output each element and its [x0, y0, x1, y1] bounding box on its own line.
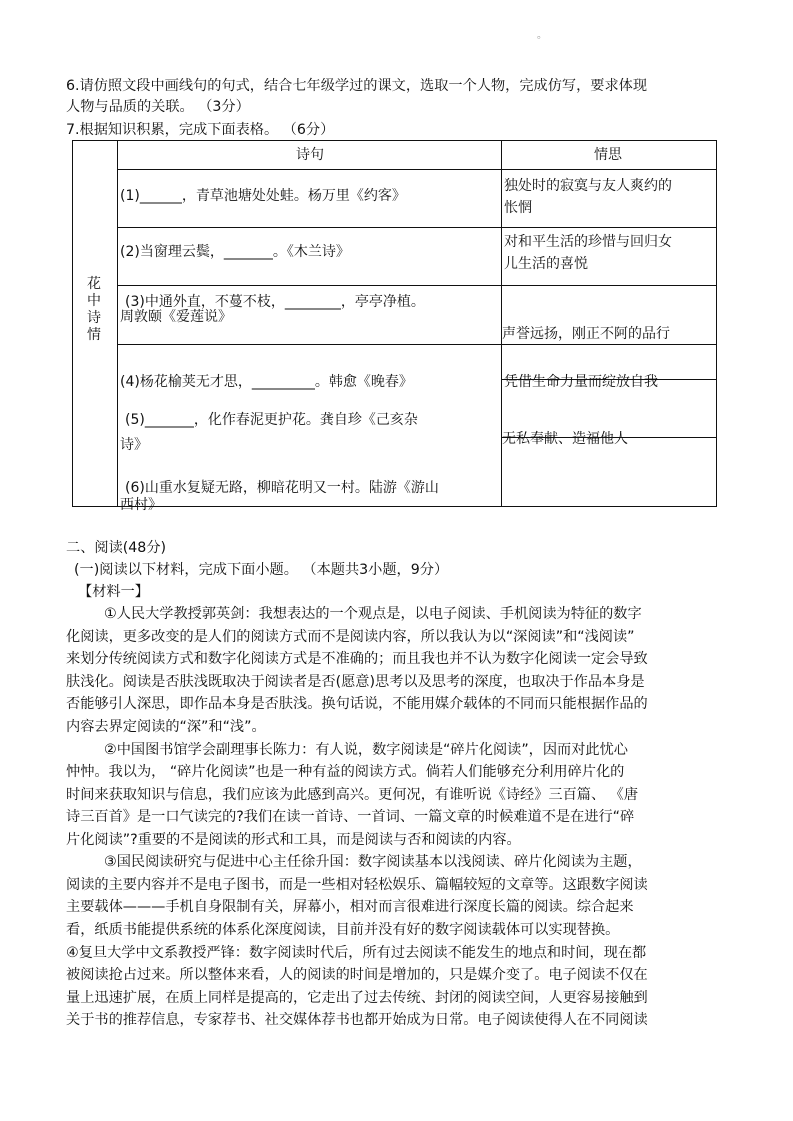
poetry-table — [72, 140, 717, 513]
q6-line-1: 6.请仿照文段中画线句的句式，结合七年级学过的课文，选取一个人物，完成仿写，要求体现 — [66, 78, 648, 94]
paragraph-line: 肤浅化。阅读是否肤浅既取决于阅读者是否(愿意)思考以及思考的深度，也取决于作品本身是 — [66, 674, 645, 690]
paragraph-line: ④复旦大学中文系教授严锋：数字阅读时代后，所有过去阅读不能发生的地点和时间，现在都 — [66, 945, 647, 961]
paragraph-line: 量上迅速扩展，在质上同样是提高的，它走出了过去传统、封闭的阅读空间，人更容易接触到 — [66, 990, 648, 1006]
paragraph-line: ②中国图书馆学会副理事长陈力：有人说，数字阅读是“碎片化阅读”，因而对此忧心 — [104, 742, 628, 758]
paragraph-line: 看，纸质书能提供系统的体系化深度阅读，目前并没有好的数字阅读载体可以实现替换。 — [66, 922, 620, 938]
q7-title: 7.根据知识积累，完成下面表格。 （6分） — [66, 122, 335, 138]
table-row-5-feeling: 无私奉献、造福他人 — [502, 431, 628, 447]
paragraph-line: 内容去界定阅读的“深”和“浅”。 — [66, 719, 266, 735]
paragraph-line: ①人民大学教授郭英剑：我想表达的一个观点是，以电子阅读、手机阅读为特征的数字 — [104, 606, 642, 622]
reading-sub-title: (一)阅读以下材料，完成下面小题。 （本题共3小题，9分） — [74, 562, 449, 578]
table-row-5-poem-1: (5)_______，化作春泥更护花。龚自珍《己亥杂 — [125, 412, 418, 428]
q6-line-2: 人物与品质的关联。 （3分） — [66, 99, 250, 115]
paragraph-line: 忡忡。我以为， “碎片化阅读”也是一种有益的阅读方式。倘若人们能够充分利用碎片化的 — [66, 764, 625, 780]
paragraph-line: 来划分传统阅读方式和数字化阅读方式是不准确的；而且我也并不认为数字化阅读一定会导致 — [66, 651, 648, 667]
table-row-4-poem: (4)杨花榆荚无才思，_________。韩愈《晚春》 — [120, 374, 413, 390]
header-feeling: 情思 — [594, 147, 622, 163]
paragraph-line: 被阅读抢占过来。所以整体来看，人的阅读的时间是增加的，只是媒介变了。电子阅读不仅在 — [66, 967, 648, 983]
table-row-3-poem-1: (3)中通外直，不蔓不枝，________，亭亭净植。 — [125, 294, 425, 310]
table-row-1-feeling-1: 独处时的寂寞与友人爽约的 — [504, 178, 672, 194]
table-row-3-poem-2: 周敦颐《爱莲说》 — [120, 309, 232, 325]
header-mark: 。 — [537, 30, 547, 41]
paragraph-line: 主要载体———手机自身限制有关，屏幕小，相对而言很难进行深度长篇的阅读。综合起来 — [66, 899, 634, 915]
table-row-5-poem-2: 诗》 — [120, 437, 148, 453]
paragraph-line: ③国民阅读研究与促进中心主任徐升国：数字阅读基本以浅阅读、碎片化阅读为主题， — [104, 854, 642, 870]
paragraph-line: 阅读的主要内容并不是电子图书，而是一些相对轻松娱乐、篇幅较短的文章等。这跟数字阅读 — [66, 877, 648, 893]
table-row-2-feeling-2: 儿生活的喜悦 — [504, 256, 588, 272]
paragraph-line: 化阅读，更多改变的是人们的阅读方式而不是阅读内容，所以我认为以“深阅读”和“浅阅读” — [66, 629, 635, 645]
table-row-6-poem-2: 西村》 — [120, 497, 162, 513]
table-row-3-feeling: 声誉远扬，刚正不阿的品行 — [502, 326, 670, 342]
paragraph-line: 诗三百首》是一口气读完的?我们在读一首诗、一首词、一篇文章的时候难道不是在进行“碎 — [66, 809, 635, 825]
table-row-6-poem-1: (6)山重水复疑无路，柳暗花明又一村。陆游《游山 — [125, 480, 439, 496]
paragraph-line: 关于书的推荐信息，专家荐书、社交媒体荐书也都开始成为日常。电子阅读使得人在不同阅读 — [66, 1012, 648, 1028]
table-row-2-feeling-1: 对和平生活的珍惜与回归女 — [504, 234, 672, 250]
table-row-1-poem: (1)______，青草池塘处处蛙。杨万里《约客》 — [120, 188, 406, 204]
table-side-label: 花中诗情 — [87, 276, 101, 343]
header-poem: 诗句 — [296, 147, 324, 163]
reading-section-title: 二、阅读(48分) — [66, 540, 167, 556]
table-row-2-poem: (2)当窗理云鬓，_______。《木兰诗》 — [120, 244, 350, 260]
table-row-1-feeling-2: 怅惘 — [504, 200, 532, 216]
paragraph-line: 否能够引人深思，即作品本身是否肤浅。换句话说，不能用媒介载体的不同而只能根据作品的 — [66, 696, 648, 712]
table-row-4-feeling: 凭借生命力量而绽放自我 — [504, 374, 658, 390]
paragraph-line: 时间来获取知识与信息，我们应该为此感到高兴。更何况，有谁听说《诗经》三百篇、 《唐 — [66, 787, 639, 803]
paragraph-line: 片化阅读”?重要的不是阅读的形式和工具，而是阅读与否和阅读的内容。 — [66, 832, 521, 848]
material-label: 【材料一】 — [78, 584, 149, 600]
